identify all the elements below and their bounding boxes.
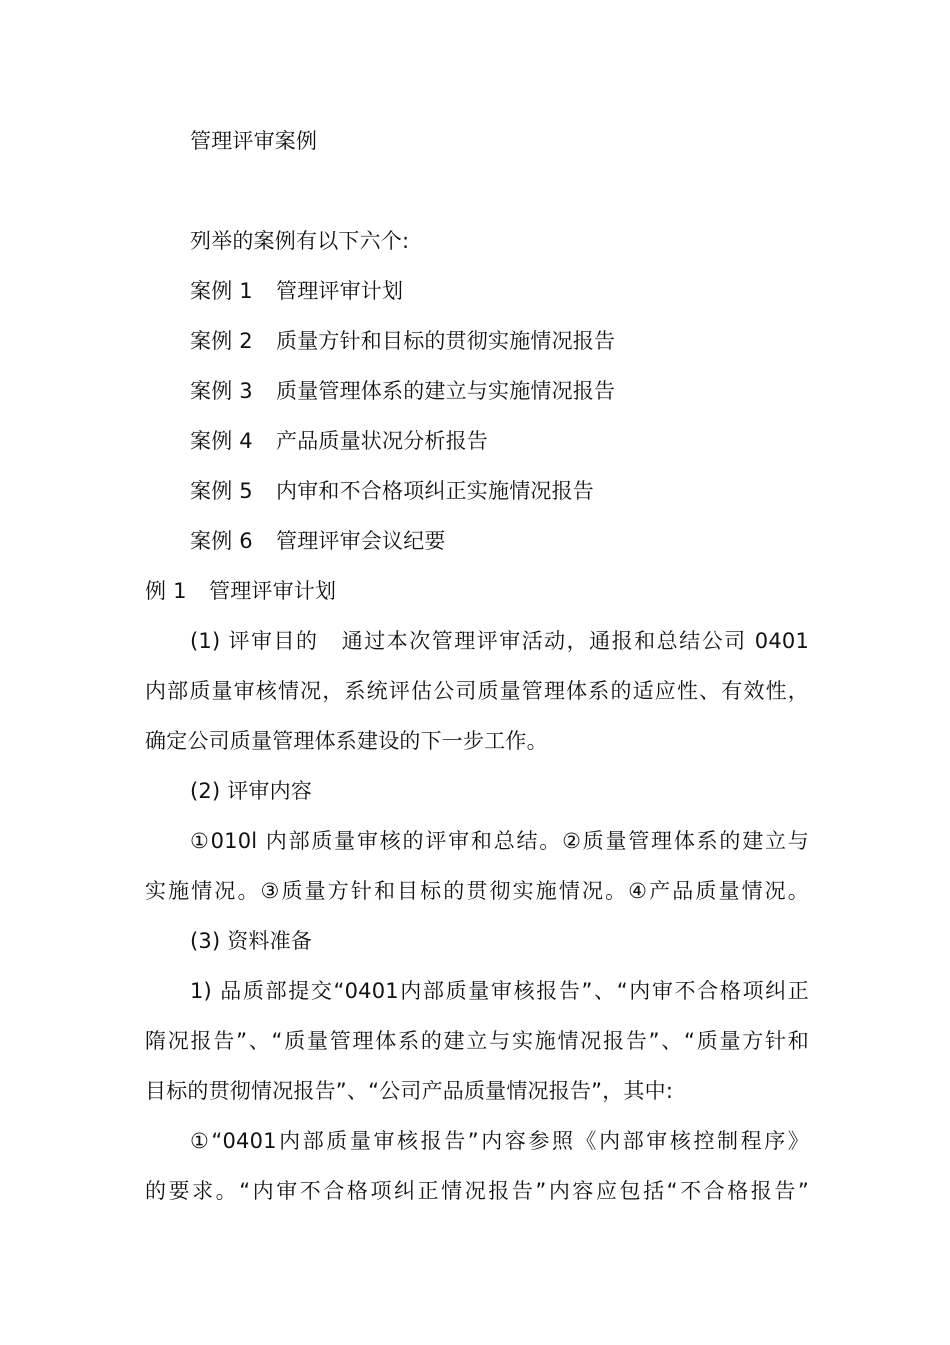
- document-title: 管理评审案例: [190, 129, 318, 153]
- case-title: 质量方针和目标的贯彻实施情况报告: [276, 329, 616, 353]
- case-list-item: [190, 276, 403, 306]
- case-number: 案例 2: [190, 329, 253, 353]
- report-paragraph-line-2: 的要求。“内审不合格项纠正情况报告”内容应包括“不合格报告”: [145, 1179, 809, 1203]
- case-title: 管理评审会议纪要: [276, 529, 446, 553]
- case-number: 案例 6: [190, 529, 253, 553]
- case-list-item: [190, 326, 615, 356]
- case-number: 案例 5: [190, 479, 253, 503]
- case-number: 案例 4: [190, 429, 253, 453]
- materials-paragraph-line-1: 1) 品质部提交“0401内部质量审核报告”、“内审不合格项纠正: [190, 979, 809, 1003]
- purpose-text: 通过本次管理评审活动，通报和总结公司 0401: [340, 629, 810, 653]
- purpose-label: (1) 评审目的: [190, 629, 319, 653]
- case-number: 案例 1: [190, 279, 253, 303]
- materials-label: (3) 资料准备: [190, 929, 313, 953]
- case-number: 案例 3: [190, 379, 253, 403]
- report-paragraph-line-1: ①“0401内部质量审核报告”内容参照《内部审核控制程序》: [190, 1129, 809, 1153]
- case-list-intro: 列举的案例有以下六个:: [190, 229, 410, 253]
- purpose-paragraph-line-2: 内部质量审核情况，系统评估公司质量管理体系的适应性、有效性，: [145, 679, 809, 703]
- purpose-paragraph-line-1: [190, 626, 809, 656]
- case-list-item: [190, 426, 488, 456]
- case-title: 内审和不合格项纠正实施情况报告: [276, 479, 594, 503]
- case-title: 产品质量状况分析报告: [276, 429, 488, 453]
- content-label: (2) 评审内容: [190, 779, 313, 803]
- case-title: 管理评审计划: [276, 279, 404, 303]
- section-heading: [145, 576, 336, 606]
- purpose-paragraph-line-3: 确定公司质量管理体系建设的下一步工作。: [145, 729, 548, 753]
- materials-paragraph-line-3: 目标的贯彻情况报告”、“公司产品质量情况报告”，其中:: [145, 1079, 674, 1103]
- section-number: 例 1: [145, 579, 187, 603]
- content-paragraph-line-1: ①010l 内部质量审核的评审和总结。②质量管理体系的建立与: [190, 829, 809, 853]
- content-paragraph-line-2: 实施情况。③质量方针和目标的贯彻实施情况。④产品质量情况。: [145, 879, 809, 903]
- case-list-item: [190, 376, 615, 406]
- case-list-item: [190, 526, 446, 556]
- case-list-item: [190, 476, 594, 506]
- case-title: 质量管理体系的建立与实施情况报告: [276, 379, 616, 403]
- materials-paragraph-line-2: 隋况报告”、“质量管理体系的建立与实施情况报告”、“质量方针和: [145, 1029, 809, 1053]
- section-title: 管理评审计划: [209, 579, 337, 603]
